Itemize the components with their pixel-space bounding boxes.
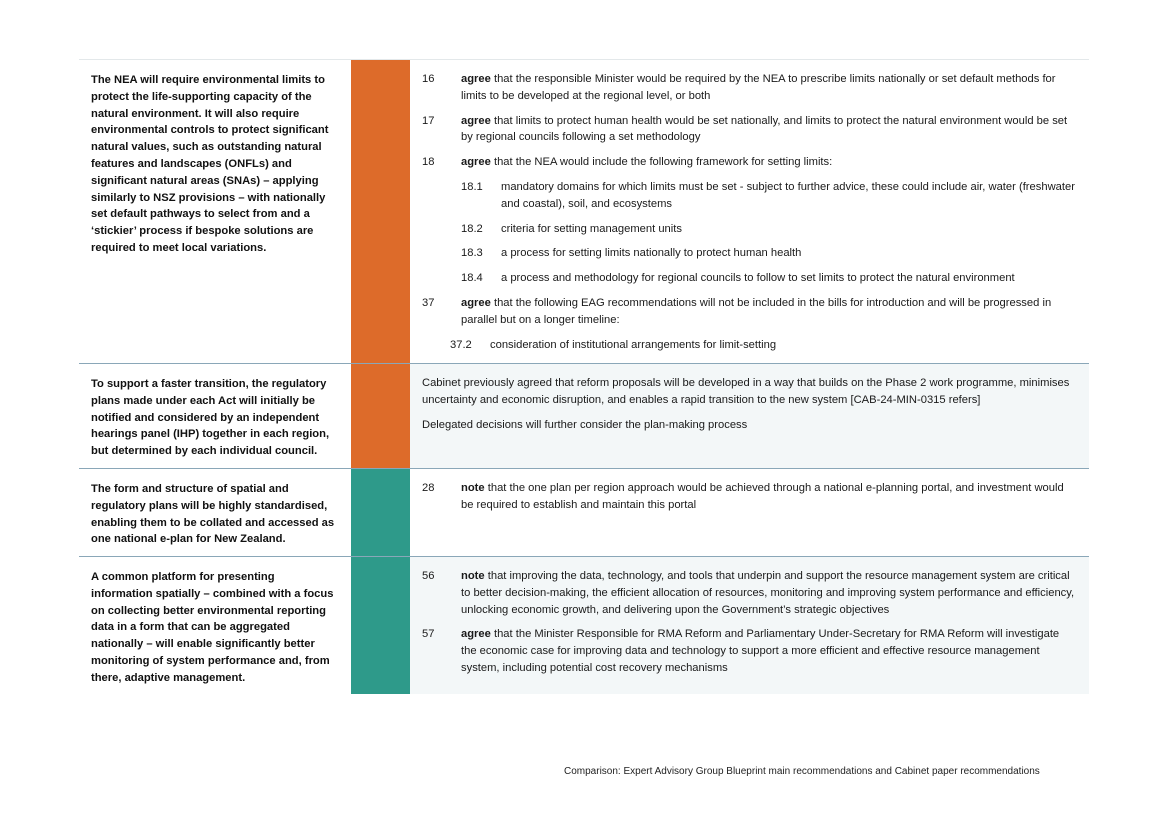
recommendation-text bbox=[461, 71, 1075, 105]
category-color-bar bbox=[351, 364, 410, 468]
recommendation-number: 16 bbox=[422, 73, 435, 85]
recommendation-item bbox=[422, 71, 1075, 105]
recommendation-text bbox=[461, 295, 1075, 329]
category-color-bar bbox=[351, 60, 410, 363]
recommendation-text bbox=[461, 626, 1075, 676]
sub-number: 18.2 bbox=[461, 222, 483, 235]
recommendation-body: that improving the data, technology, and tools that underpin and support the resource management system are critical to better decision-making, the efficient allocation of resources, monitoring and improving system performance and efficiency, unlocking economic growth, and delivering upon the Government’s strategic objectives bbox=[461, 570, 1075, 616]
comparison-table bbox=[79, 59, 1089, 694]
eag-recommendation: The NEA will require environmental limits to protect the life-supporting capacity of the natural environment. It will also require environmental controls to protect significant natural values, such as outstanding natural features and landscapes (ONFLs) and significant natural areas (SNAs) – applying similarly to NSZ provisions – with nationally set default pathways to select from and a ‘stickier’ process if bespoke solutions are required to meet local variations. bbox=[91, 74, 329, 254]
sub-recommendation bbox=[461, 221, 1075, 238]
sub-number: 18.3 bbox=[461, 247, 483, 260]
recommendation-verb: agree bbox=[461, 296, 491, 309]
recommendation-number: 57 bbox=[422, 628, 435, 641]
recommendation-item bbox=[422, 295, 1075, 329]
recommendation-number: 18 bbox=[422, 156, 435, 169]
table-row bbox=[79, 363, 1089, 468]
recommendation-text bbox=[461, 568, 1075, 618]
sub-recommendation bbox=[422, 337, 1075, 354]
recommendation-verb: agree bbox=[461, 114, 491, 127]
recommendation-verb: note bbox=[461, 482, 485, 494]
eag-recommendation: To support a faster transition, the regulatory plans made under each Act will initially be notified and considered by an independent hearings panel (IHP) together in each region, but determined by each individual council. bbox=[91, 378, 330, 458]
recommendation-item bbox=[422, 480, 1075, 514]
recommendation-body: that the one plan per region approach would be achieved through a national e-planning portal, and investment would be required to establish and maintain this portal bbox=[461, 482, 1064, 511]
recommendation-body: that the NEA would include the following framework for setting limits: bbox=[490, 156, 833, 169]
recommendation-number: 28 bbox=[422, 482, 435, 494]
recommendation-item bbox=[422, 154, 1075, 171]
table-row bbox=[79, 60, 1089, 363]
recommendation-number: 17 bbox=[422, 114, 435, 127]
recommendation-item bbox=[422, 113, 1075, 147]
category-color-bar bbox=[351, 557, 410, 694]
sub-text: a process for setting limits nationally to protect human health bbox=[501, 247, 802, 260]
paragraph: Cabinet previously agreed that reform proposals will be developed in a way that builds on the Phase 2 work programme, minimises uncertainty and economic disruption, and enables a rapid transition to the new system [CAB-24-MIN-0315 refers] bbox=[422, 377, 1070, 406]
recommendation-verb: note bbox=[461, 570, 485, 582]
recommendation-text bbox=[461, 113, 1075, 147]
cabinet-recommendations bbox=[410, 469, 1089, 556]
paragraph: Delegated decisions will further consider the plan-making process bbox=[422, 418, 748, 431]
cabinet-recommendations bbox=[410, 364, 1089, 468]
eag-recommendation: A common platform for presenting information spatially – combined with a focus on collecting better environmental reporting data in a form that can be aggregated nationally – will enable significantly better monitoring of system performance and, from there, adaptive management. bbox=[91, 571, 334, 684]
sub-number: 37.2 bbox=[450, 338, 472, 351]
recommendation-text bbox=[461, 154, 1075, 171]
recommendation-number: 56 bbox=[422, 570, 435, 582]
sub-number: 18.4 bbox=[461, 272, 483, 285]
table-row bbox=[79, 468, 1089, 556]
recommendation-item bbox=[422, 626, 1075, 676]
sub-number: 18.1 bbox=[461, 180, 483, 193]
sub-recommendation bbox=[461, 179, 1075, 213]
table-row bbox=[79, 556, 1089, 694]
sub-text: criteria for setting management units bbox=[501, 222, 682, 235]
sub-text: mandatory domains for which limits must be set - subject to further advice, these could include air, water (freshwater and coastal), soil, and ecosystems bbox=[501, 180, 1075, 210]
recommendation-text bbox=[461, 480, 1075, 514]
recommendation-verb: agree bbox=[461, 628, 491, 641]
sub-recommendation bbox=[461, 245, 1075, 262]
recommendation-body: that limits to protect human health would be set nationally, and limits to protect the natural environment would be set by regional councils following a set methodology bbox=[461, 114, 1068, 144]
sub-text: consideration of institutional arrangements for limit-setting bbox=[490, 338, 777, 351]
recommendation-body: that the Minister Responsible for RMA Reform and Parliamentary Under-Secretary for RMA Reform will investigate the economic case for improving data and technology to support a more efficient and effective resource management system, including potential cost recovery mechanisms bbox=[461, 628, 1060, 674]
recommendation-verb: agree bbox=[461, 73, 491, 85]
page-footer: Comparison: Expert Advisory Group Blueprint main recommendations and Cabinet paper recommendations bbox=[564, 766, 1040, 777]
recommendation-body: that the responsible Minister would be required by the NEA to prescribe limits nationally or set default methods for limits to be developed at the regional level, or both bbox=[461, 73, 1056, 102]
recommendation-body: that the following EAG recommendations will not be included in the bills for introduction and will be progressed in parallel but on a longer timeline: bbox=[461, 296, 1052, 326]
cabinet-recommendations bbox=[410, 60, 1089, 363]
recommendation-verb: agree bbox=[461, 156, 491, 169]
category-color-bar bbox=[351, 469, 410, 556]
cabinet-recommendations bbox=[410, 557, 1089, 694]
eag-recommendation: The form and structure of spatial and regulatory plans will be highly standardised, enabling them to be collated and accessed as one national e-plan for New Zealand. bbox=[91, 483, 335, 546]
recommendation-item bbox=[422, 568, 1075, 618]
sub-recommendation bbox=[461, 270, 1075, 287]
recommendation-number: 37 bbox=[422, 296, 435, 309]
sub-text: a process and methodology for regional councils to follow to set limits to protect the natural environment bbox=[501, 272, 1015, 285]
